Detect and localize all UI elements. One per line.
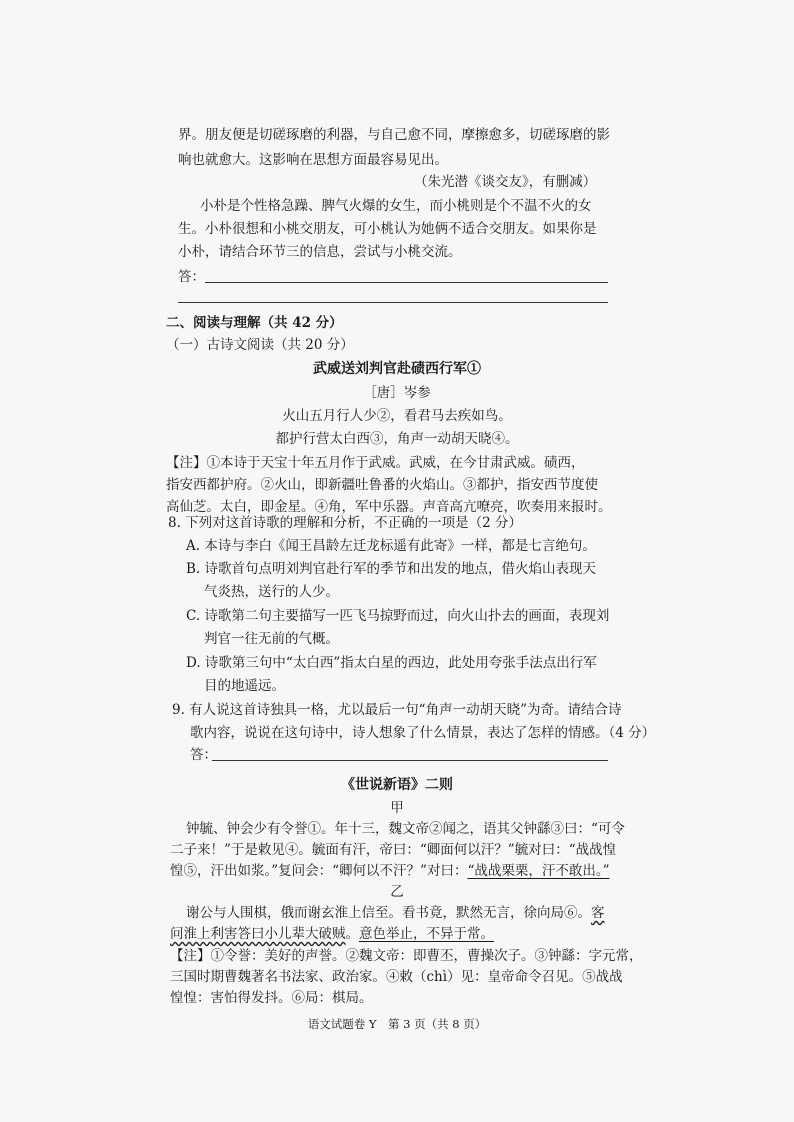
passage-jia-line	[170, 862, 610, 880]
q8-option-b: B. 诗歌首句点明刘判官赴行军的季节和出发的地点，借火焰山表现天	[186, 561, 597, 577]
page-footer: 语文试题卷 Y 第 3 页（共 8 页）	[307, 1017, 487, 1031]
passage-yi-line	[170, 925, 494, 943]
question-8-stem: 8. 下列对这首诗歌的理解和分析，不正确的一项是（2 分）	[168, 515, 523, 531]
poem-note: 【注】①本诗于天宝十年五月作于武威。武威，在今甘肃武威。碛西，	[166, 455, 585, 471]
poem-note: 高仙芝。太白，即金星。④角，军中乐器。声音高亢嘹亮，吹奏用来报时。	[166, 499, 612, 515]
passage-line: 响也就愈大。这影响在思想方面最容易见出。	[178, 152, 448, 168]
passage-yi-line	[186, 904, 605, 922]
poem-note: 指安西都护府。②火山，即新疆吐鲁番的火焰山。③都护，指安西节度使	[166, 477, 598, 493]
answer-label: 答：	[178, 269, 205, 285]
q8-option-c: C. 诗歌第二句主要描写一匹飞马掠野而过，向火山扑去的画面，表现刘	[186, 608, 610, 624]
answer-label: 答：	[190, 747, 217, 763]
q8-option-d-cont: 目的地遥远。	[204, 678, 285, 694]
passage-label-yi: 乙	[390, 884, 404, 900]
poem-line: 都护行营太白西③，角声一动胡天晓④。	[275, 431, 519, 447]
poem-line: 火山五月行人少②，看君马去疾如鸟。	[282, 408, 512, 424]
passage-source: （朱光潜《谈交友》，有删减）	[414, 174, 597, 190]
underlined-sentence: “战战栗栗，汗不敢出。”	[467, 863, 610, 879]
passage-label-jia: 甲	[390, 800, 404, 816]
passage-jia-line: 二子来！”于是敕见④。毓面有汗，帝曰：“卿面何以汗？”毓对曰：“战战惶	[170, 842, 617, 858]
task-line: 小朴，请结合环节三的信息，尝试与小桃交流。	[178, 244, 462, 260]
q8-option-a: A. 本诗与李白《闻王昌龄左迁龙标遥有此寄》一样，都是七言绝句。	[186, 538, 596, 554]
passage-text: 惶⑤，汗出如浆。”复问会：“卿何以不汗？”对曰：	[170, 863, 468, 879]
answer-line[interactable]	[212, 760, 608, 761]
passage-line: 界。朋友便是切磋琢磨的利器，与自己愈不同，摩擦愈多，切磋琢磨的影	[178, 127, 610, 143]
passage-note: 三国时期曹魏著名书法家、政治家。④敕（chì）见：皇帝命令召见。⑤战战	[170, 969, 623, 985]
q8-option-b-cont: 气炎热，送行的人少。	[204, 584, 339, 600]
underlined-sentence: 意色举止，不异于常。	[359, 926, 494, 942]
task-line: 生。小朴很想和小桃交朋友，可小桃认为她俩不适合交朋友。如果你是	[178, 221, 597, 237]
subsection-heading: （一）古诗文阅读（共 20 分）	[166, 337, 354, 353]
q8-option-c-cont: 判官一往无前的气概。	[204, 631, 339, 647]
wavy-underlined-text: 客	[591, 905, 605, 921]
answer-line[interactable]	[205, 282, 608, 283]
q8-option-d: D. 诗歌第三句中“太白西”指太白星的西边，此处用夸张手法点出行军	[186, 655, 597, 671]
passage-note: 惶惶：害怕得发抖。⑥局：棋局。	[170, 990, 373, 1006]
poem-author: ［唐］岑参	[363, 385, 431, 401]
passage-text: 谢公与人围棋，俄而谢玄淮上信至。看书竟，默然无言，徐向局⑥。	[186, 905, 591, 921]
poem-title: 武威送刘判官赴碛西行军①	[313, 361, 481, 377]
passage-text: 。	[345, 926, 359, 942]
answer-line[interactable]	[178, 302, 608, 303]
question-9-stem-cont: 歌内容，说说在这句诗中，诗人想象了什么情景，表达了怎样的情感。（4 分）	[190, 725, 656, 741]
passage-note: 【注】①令誉：美好的声誉。②魏文帝：即曹丕，曹操次子。③钟繇：字元常，	[170, 948, 643, 964]
task-line: 小朴是个性格急躁、脾气火爆的女生，而小桃则是个不温不火的女	[200, 198, 592, 214]
question-9-stem: 9. 有人说这首诗独具一格，尤以最后一句“角声一动胡天晓”为奇。请结合诗	[172, 702, 622, 718]
passage-jia-line: 钟毓、钟会少有令誉①。年十三，魏文帝②闻之，语其父钟繇③曰：“可令	[186, 821, 625, 837]
section-heading: 二、阅读与理解（共 42 分）	[166, 315, 343, 331]
passage-title: 《世说新语》二则	[341, 777, 453, 793]
wavy-underlined-text: 问淮上利害答曰小儿辈大破贼	[170, 926, 346, 942]
